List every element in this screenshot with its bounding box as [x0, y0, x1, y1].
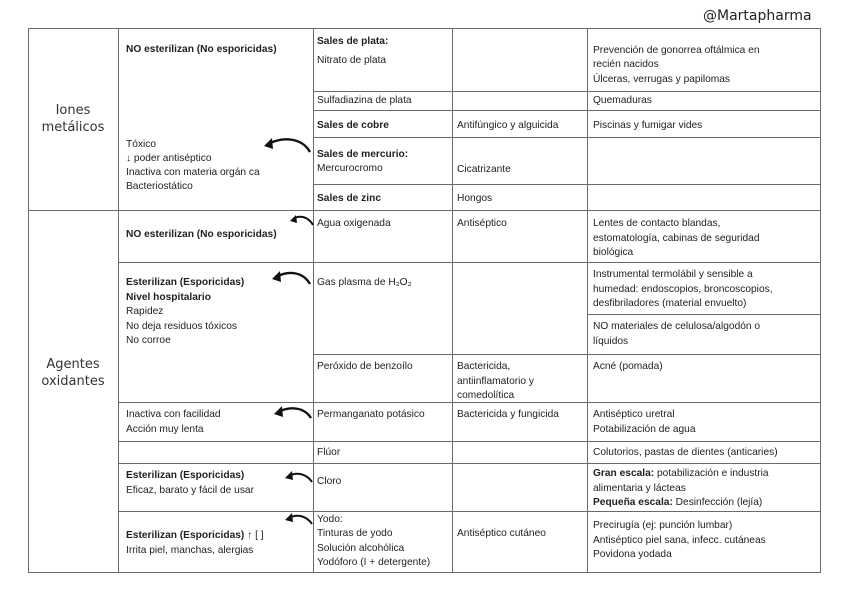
curved-arrow-icon [284, 470, 314, 484]
use-text: Acné (pomada) [593, 361, 663, 372]
agent-name: Peróxido de benzoílo [317, 361, 413, 372]
oxidant-left-title: Esterilizan (Esporicidas) ↑ [ ] [126, 530, 264, 541]
oxidant-note: Rapidez [126, 306, 164, 317]
agent-name: Sulfadiazina de plata [317, 95, 412, 106]
use-text: desfibriladores (material envuelto) [593, 298, 747, 309]
oxidant-note: Irrita piel, manchas, alergias [126, 545, 254, 556]
use-text: Antiséptico piel sana, infecc. cutáneas [593, 535, 766, 546]
activity-text: Antiséptico [457, 218, 507, 229]
agent-name: Solución alcohólica [317, 543, 405, 554]
ions-note: Bacteriostático [126, 181, 193, 192]
oxidant-note: Inactiva con facilidad [126, 409, 221, 420]
activity-text: Antifúngico y alguicida [457, 120, 559, 131]
activity-text: Hongos [457, 193, 493, 204]
use-text: Gran escala: potabilización e industria [593, 468, 769, 479]
agent-name: Yodo: [317, 514, 343, 525]
oxidant-note: Eficaz, barato y fácil de usar [126, 485, 254, 496]
use-text: Colutorios, pastas de dientes (anticaries) [593, 447, 778, 458]
use-text: Prevención de gonorrea oftálmica en [593, 45, 760, 56]
agent-name: Yodóforo (I + detergente) [317, 557, 431, 568]
curved-arrow-icon [284, 512, 314, 526]
use-text: Úlceras, verrugas y papilomas [593, 74, 731, 85]
use-text: NO materiales de celulosa/algodón o [593, 321, 761, 332]
use-text: líquidos [593, 336, 629, 347]
use-text: humedad: endoscopios, broncoscopios, [593, 284, 773, 295]
use-text: Pequeña escala: Desinfección (lejía) [593, 497, 763, 508]
use-text: Precirugía (ej: punción lumbar) [593, 520, 733, 531]
use-text: Antiséptico uretral [593, 409, 675, 420]
agent-name: Gas plasma de H₂O₂ [317, 277, 412, 288]
oxidant-left-title: NO esterilizan (No esporicidas) [126, 229, 277, 240]
use-text: Povidona yodada [593, 549, 672, 560]
use-text: Quemaduras [593, 95, 652, 106]
agent-title: Sales de cobre [317, 120, 389, 131]
agent-name: Nitrato de plata [317, 55, 387, 66]
oxidant-left-title: Esterilizan (Esporicidas) [126, 277, 245, 288]
agent-name: Flúor [317, 447, 341, 458]
activity-text: comedolítica [457, 390, 515, 401]
use-text: Lentes de contacto blandas, [593, 218, 721, 229]
oxidant-note: No deja residuos tóxicos [126, 321, 237, 332]
use-text: Instrumental termolábil y sensible a [593, 269, 753, 280]
activity-text: Bactericida, [457, 361, 511, 372]
watermark: @Martapharma [703, 8, 812, 24]
curved-arrow-icon [289, 213, 315, 227]
use-text: biológica [593, 247, 634, 258]
oxidant-note: Acción muy lenta [126, 424, 204, 435]
activity-text: Cicatrizante [457, 164, 511, 175]
oxidant-left-title: Esterilizan (Esporicidas) [126, 470, 245, 481]
ions-note: ↓ poder antiséptico [126, 153, 212, 164]
ions-note: Inactiva con materia orgán ca [126, 167, 260, 178]
curved-arrow-icon [272, 404, 314, 422]
ions-note: Tóxico [126, 139, 157, 150]
activity-text: antiinflamatorio y [457, 376, 535, 387]
activity-text: Bactericida y fungicida [457, 409, 559, 420]
category-ions: Iones metálicos [41, 103, 105, 135]
use-text: recién nacidos [593, 59, 659, 70]
agent-title: Sales de plata: [317, 36, 389, 47]
agent-name: Permanganato potásico [317, 409, 425, 420]
agent-name: Cloro [317, 476, 342, 487]
agent-name: Agua oxigenada [317, 218, 391, 229]
category-oxidants: Agentes oxidantes [41, 357, 105, 389]
curved-arrow-icon [270, 268, 314, 288]
agent-title: Sales de mercurio: [317, 149, 409, 160]
agent-title: Sales de zinc [317, 193, 381, 204]
oxidant-note: No corroe [126, 335, 171, 346]
agent-name: Tinturas de yodo [317, 528, 393, 539]
oxidant-left-subtitle: Nivel hospitalario [126, 292, 211, 303]
use-text: Potabilización de agua [593, 424, 696, 435]
use-text: Piscinas y fumigar vides [593, 120, 703, 131]
ions-left-title: NO esterilizan (No esporicidas) [126, 44, 277, 55]
curved-arrow-icon [262, 134, 314, 156]
use-text: alimentaria y lácteas [593, 483, 686, 494]
agent-name: Mercurocromo [317, 163, 383, 174]
use-text: estomatología, cabinas de seguridad [593, 233, 760, 244]
activity-text: Antiséptico cutáneo [457, 528, 546, 539]
